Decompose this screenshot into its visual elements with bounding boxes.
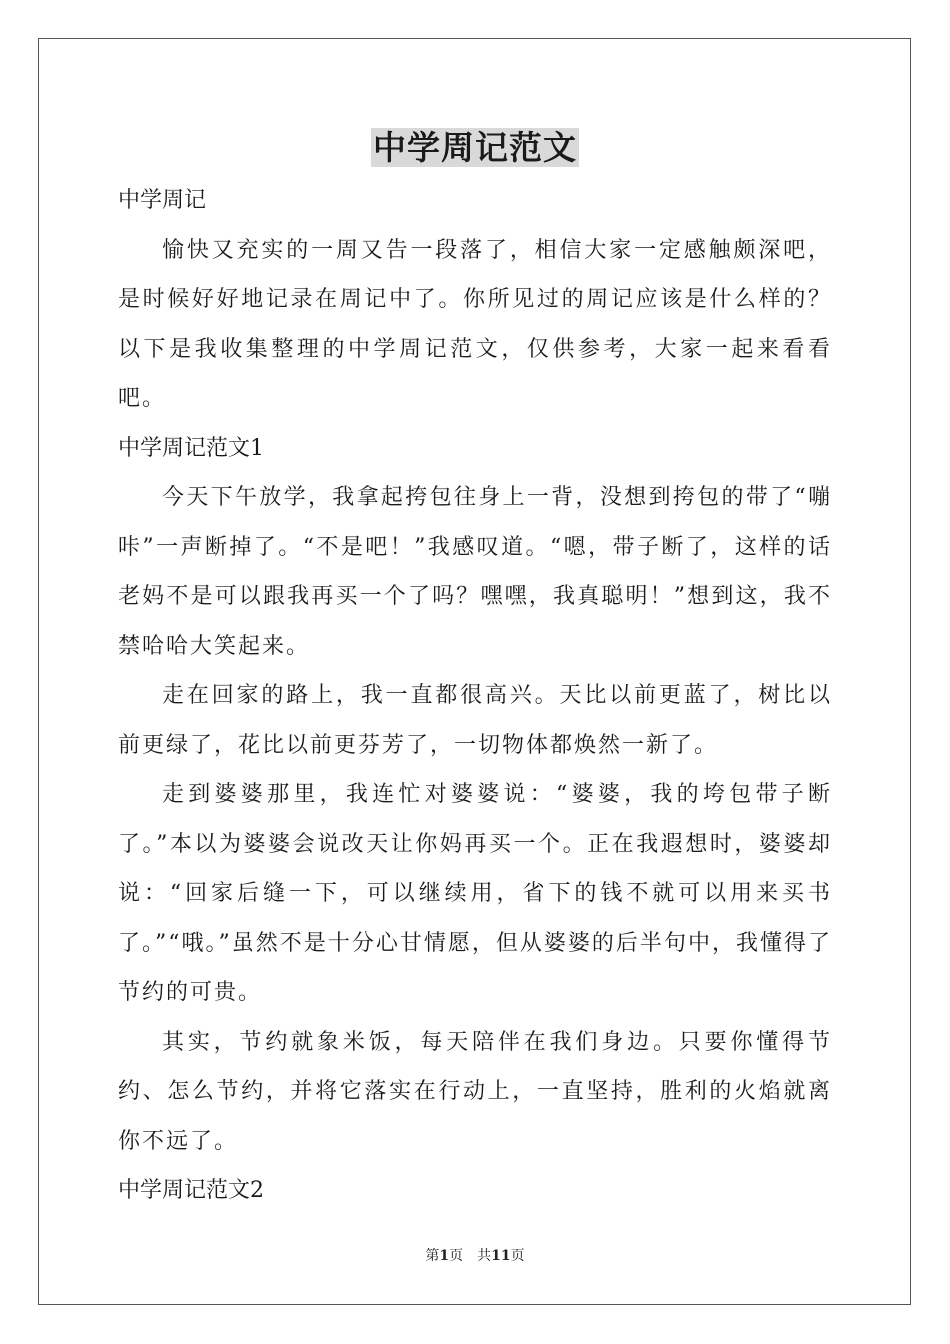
- section-heading: 中学周记: [118, 188, 207, 213]
- section-heading: 中学周记范文2: [118, 1178, 264, 1203]
- document-title-text: 中学周记范文: [373, 128, 577, 167]
- body-paragraph: 其实，节约就象米饭，每天陪伴在我们身边。只要你懂得节约、怎么节约，并将它落实在行动上，一直坚持，胜利的火焰就离你不远了。: [118, 1029, 832, 1154]
- body-paragraph: 走在回家的路上，我一直都很高兴。天比以前更蓝了，树比以前更绿了，花比以前更芬芳了，一切物体都焕然一新了。: [118, 683, 832, 758]
- document-title: [0, 127, 950, 169]
- total-pages: 11: [491, 1248, 511, 1264]
- total-prefix: 共: [477, 1248, 492, 1264]
- total-suffix: 页: [510, 1248, 525, 1264]
- section-heading: 中学周记范文1: [118, 435, 264, 461]
- page-suffix: 页: [449, 1248, 464, 1264]
- body-paragraph: 今天下午放学，我拿起挎包往身上一背，没想到挎包的带了“嘣咔”一声断掉了。“不是吧！”我感叹道。“嗯，带子断了，这样的话老妈不是可以跟我再买一个了吗？嘿嘿，我真聪明！”想到这，我不禁哈哈大笑起来。: [118, 485, 832, 659]
- page-footer: [0, 1247, 950, 1265]
- body-paragraph: 愉快又充实的一周又告一段落了，相信大家一定感触颇深吧，是时候好好地记录在周记中了。你所见过的周记应该是什么样的？以下是我收集整理的中学周记范文，仅供参考，大家一起来看看吧。: [118, 237, 832, 411]
- document-body: [118, 176, 832, 1216]
- page-number: 1: [439, 1248, 450, 1264]
- body-paragraph: 走到婆婆那里，我连忙对婆婆说：“婆婆，我的垮包带子断了。”本以为婆婆会说改天让你妈再买一个。正在我遐想时，婆婆却说：“回家后缝一下，可以继续用，省下的钱不就可以用来买书了。”“哦。”虽然不是十分心甘情愿，但从婆婆的后半句中，我懂得了节约的可贵。: [118, 782, 832, 1005]
- page-prefix: 第: [425, 1248, 440, 1264]
